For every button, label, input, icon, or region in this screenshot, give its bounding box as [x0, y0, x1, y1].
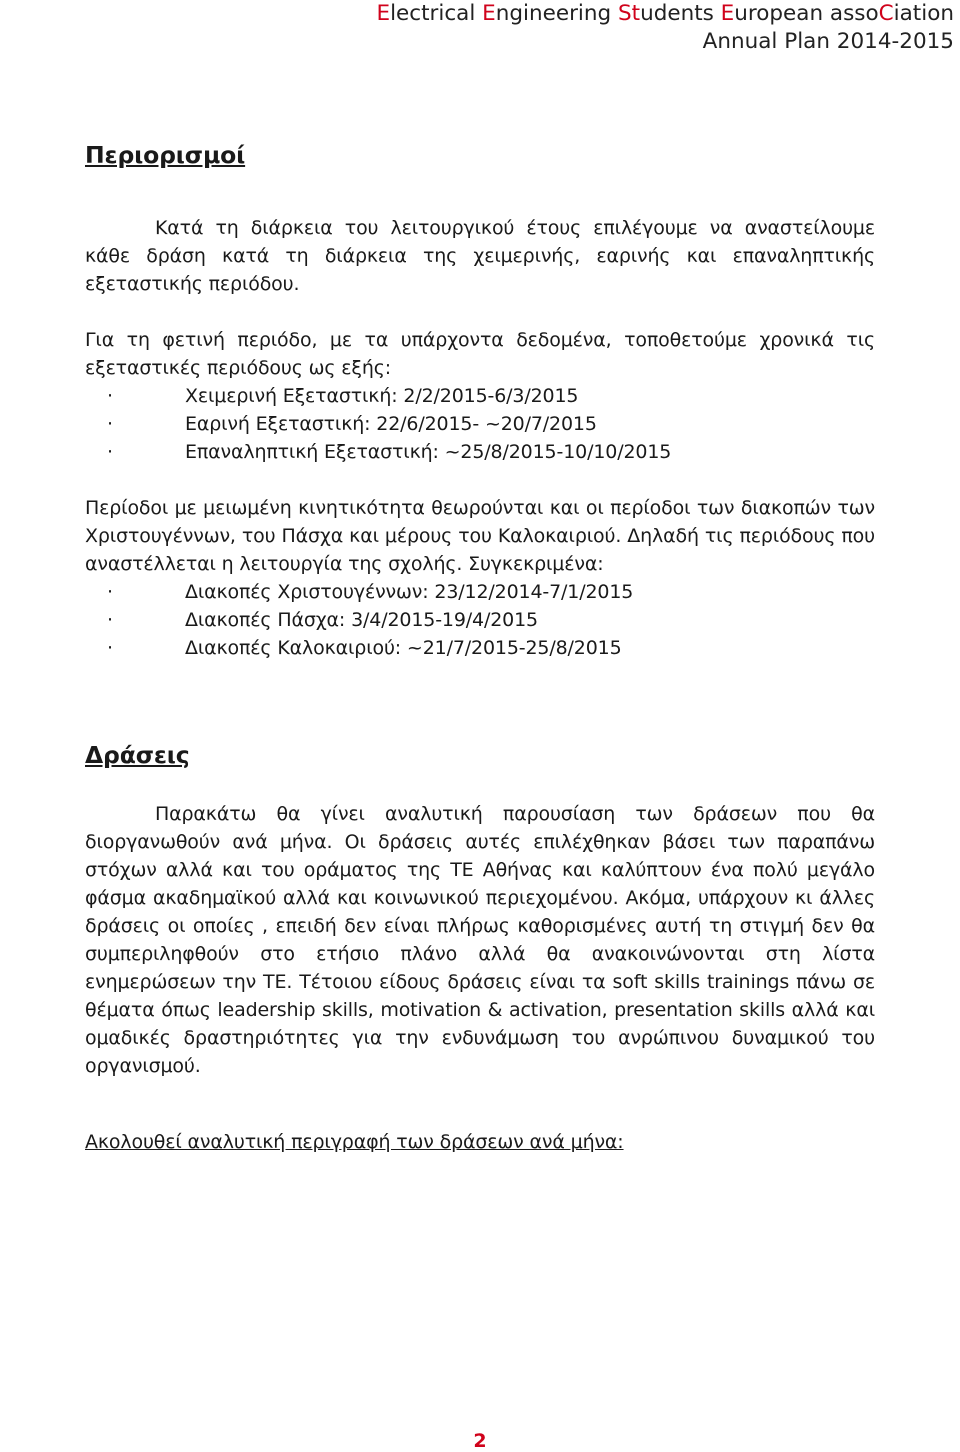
page-header [376, 0, 954, 56]
list-item: · Διακοπές Χριστουγέννων: 23/12/2014-7/1/2015 [107, 581, 634, 603]
restrictions-intro: Κατά τη διάρκεια του λειτουργικού έτους επιλέγουμε να αναστείλουμε κάθε δράση κατά τη διάρκεια της χειμερινής, εαρινής και επαναληπτικής εξεταστικής περιόδου. [85, 217, 875, 295]
monthly-description-note: Ακολουθεί αναλυτική περιγραφή των δράσεων ανά μήνα: [85, 1131, 624, 1153]
org-name-part: C [878, 1, 894, 26]
org-name-part: udents [640, 1, 721, 26]
section-title-restrictions: Περιορισμοί [85, 141, 246, 169]
actions-body: Παρακάτω θα γίνει αναλυτική παρουσίαση των δράσεων που θα διοργανωθούν ανά μήνα. Οι δράσεις αυτές επιλέχθηκαν βάσει των παραπάνω στόχων αλλά και του οράματος της ΤΕ Αθήνας και καλύπτουν ένα πολύ μεγάλο φάσμα ακαδημαϊκού αλλά και κοινωνικού περιεχομένου. Ακόμα, υπάρχουν κι άλλες δράσεις οι οποίες , επειδή δεν είναι πλήρως καθορισμένες αυτή τη στιγμή δεν θα συμπεριληφθούν στο ετήσιο πλάνο αλλά θα ανακοινώνονται στη λίστα ενημερώσεων την ΤΕ. Τέτοιου είδους δράσεις είναι τα soft skills trainings πάνω σε θέματα όπως leadership skills, motivation & activation, presentation skills αλλά και ομαδικές δραστηριότητες για την ενδυνάμωση του ανρώπινου δυναμικού του οργανισμού. [85, 803, 875, 1077]
list-item: · Διακοπές Πάσχα: 3/4/2015-19/4/2015 [107, 609, 538, 631]
exam-periods-list [85, 382, 875, 466]
org-name-part: lectrical [390, 1, 483, 26]
document-body [85, 140, 875, 1156]
section-title-actions: Δράσεις [85, 741, 190, 769]
annual-plan-label: Annual Plan 2014-2015 [702, 29, 954, 54]
exam-periods-intro: Για τη φετινή περιόδο, με τα υπάρχοντα δεδομένα, τοποθετούμε χρονικά τις εξεταστικές περιόδους ως εξής: [85, 329, 875, 379]
org-name-part: St [617, 1, 641, 26]
list-item: · Επαναληπτική Εξεταστική: ~25/8/2015-10/10/2015 [107, 441, 672, 463]
holidays-list [85, 578, 875, 662]
low-mobility-paragraph: Περίοδοι με μειωμένη κινητικότητα θεωρούνται και οι περίοδοι των διακοπών των Χριστουγέννων, του Πάσχα και μέρους του Καλοκαιριού. Δηλαδή τις περιόδους που αναστέλλεται η λειτουργία της σχολής. Συγκεκριμένα: [85, 497, 875, 575]
org-name-part: iation [893, 1, 954, 26]
page-number: 2 [473, 1430, 487, 1452]
org-name-part: ngineering [495, 1, 618, 26]
org-name-part: uropean asso [734, 1, 879, 26]
organization-name [376, 0, 954, 28]
list-item: · Διακοπές Καλοκαιριού: ~21/7/2015-25/8/2015 [107, 637, 622, 659]
org-name-part: E [720, 1, 735, 26]
list-item: · Εαρινή Εξεταστική: 22/6/2015- ~20/7/2015 [107, 413, 597, 435]
org-name-part: E [376, 1, 391, 26]
org-name-part: E [482, 1, 496, 26]
list-item: · Χειμερινή Εξεταστική: 2/2/2015-6/3/2015 [107, 385, 579, 407]
